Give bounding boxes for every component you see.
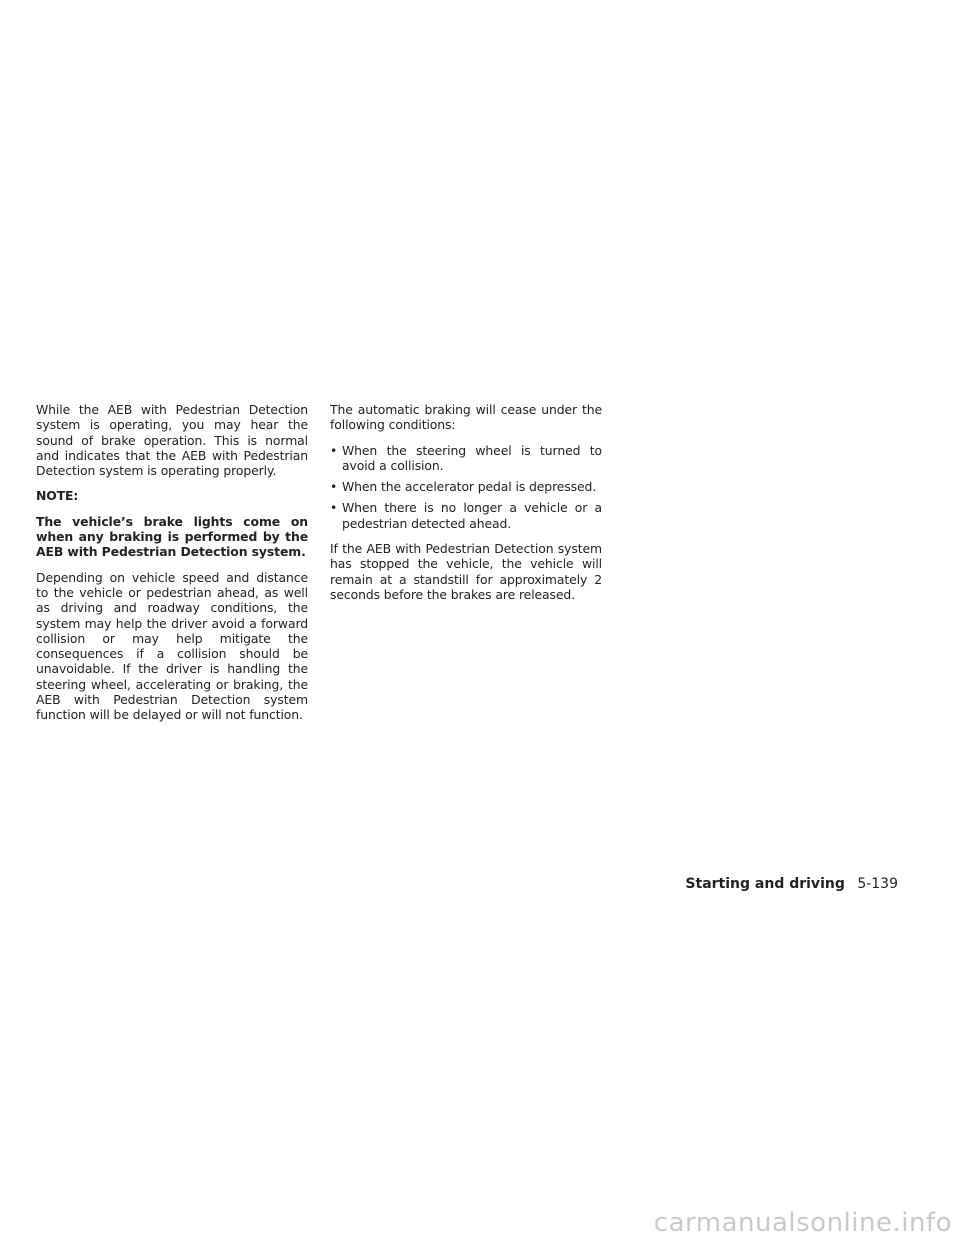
page-footer <box>685 876 898 892</box>
paragraph-cease-intro: The automatic braking will cease under the following conditions: <box>330 402 602 433</box>
list-item: • When the accelerator pedal is depressed. <box>330 479 602 494</box>
note-heading: NOTE: <box>36 488 79 504</box>
page-number: 5-139 <box>857 876 898 892</box>
paragraph-conditions: Depending on vehicle speed and distance to the vehicle or pedestrian ahead, as well as driving and roadway conditions, the system may help the driver avoid a forward collision or may help mitigate the consequences if a collision should be unavoidable. If the driver is handling the steering wheel, accelerating or braking, the AEB with Pedestrian Detection system function will be delayed or will not function. <box>36 569 308 723</box>
note-text: The vehicle’s brake lights come on when any braking is performed by the AEB with Pedestrian Detection system. <box>36 513 308 560</box>
section-title: Starting and driving <box>685 876 845 892</box>
right-column <box>330 402 602 612</box>
watermark-logo: carmanualsonline.info <box>653 1208 952 1238</box>
cease-conditions-list <box>330 443 602 531</box>
paragraph-brake-sound: While the AEB with Pedestrian Detection system is operating, you may hear the sound of brake operation. This is normal and indicates that the AEB with Pedestrian Detection system is operating properly. <box>36 402 308 479</box>
paragraph-standstill: If the AEB with Pedestrian Detection system has stopped the vehicle, the vehicle will remain at a standstill for approximately 2 seconds before the brakes are released. <box>330 541 602 602</box>
list-item: • When the steering wheel is turned to avoid a collision. <box>330 443 602 474</box>
list-item: • When there is no longer a vehicle or a pedestrian detected ahead. <box>330 500 602 531</box>
left-column <box>36 402 308 733</box>
